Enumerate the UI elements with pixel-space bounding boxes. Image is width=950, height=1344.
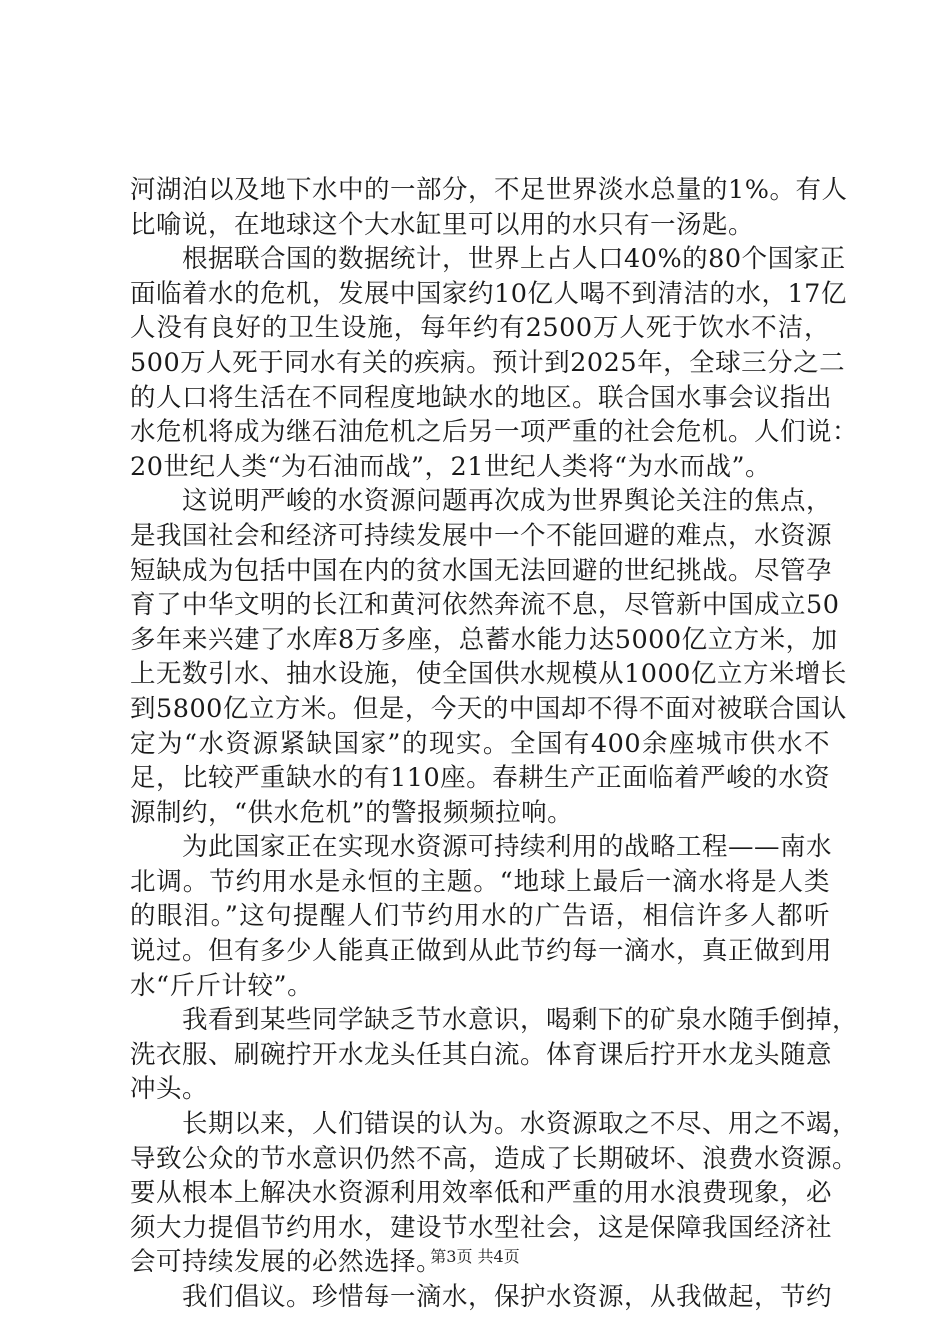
text-line: 短缺成为包括中国在内的贫水国无法回避的世纪挑战。尽管孕 xyxy=(130,555,833,586)
text-line: 洗衣服、刷碗拧开水龙头任其白流。体育课后拧开水龙头随意 xyxy=(130,1039,833,1070)
text-line: 定为“水资源紧缺国家”的现实。全国有400余座城市供水不 xyxy=(130,728,830,759)
text-line: 育了中华文明的长江和黄河依然奔流不息，尽管新中国成立50 xyxy=(130,590,840,621)
text-line: 足，比较严重缺水的有110座。春耕生产正面临着严峻的水资 xyxy=(130,763,831,794)
text-line: 会可持续发展的必然选择。 xyxy=(130,1247,443,1278)
text-line: 500万人死于同水有关的疾病。预计到2025年，全球三分之二 xyxy=(130,347,846,378)
text-line: 河湖泊以及地下水中的一部分，不足世界淡水总量的1%。有人 xyxy=(130,175,848,205)
page-number-footer: 第3页 共4页 xyxy=(430,1247,520,1266)
text-line: 冲头。 xyxy=(130,1074,209,1105)
text-line: 的人口将生活在不同程度地缺水的地区。联合国水事会议指出 xyxy=(130,382,833,413)
text-line: 多年来兴建了水库8万多座，总蓄水能力达5000亿立方米，加 xyxy=(130,624,838,655)
text-line: 到5800亿立方米。但是，今天的中国却不得不面对被联合国认 xyxy=(130,693,847,724)
text-line: 为此国家正在实现水资源可持续利用的战略工程——南水 xyxy=(130,832,833,863)
text-line: 北调。节约用水是永恒的主题。“地球上最后一滴水将是人类 xyxy=(130,866,830,897)
text-line: 人没有良好的卫生设施，每年约有2500万人死于饮水不洁， xyxy=(130,313,830,344)
text-line: 这说明严峻的水资源问题再次成为世界舆论关注的焦点， xyxy=(130,486,833,517)
text-line: 的眼泪。”这句提醒人们节约用水的广告语，相信许多人都听 xyxy=(130,901,830,932)
text-line: 水危机将成为继石油危机之后另一项严重的社会危机。人们说： xyxy=(130,417,859,448)
text-line: 源制约，“供水危机”的警报频频拉响。 xyxy=(130,797,574,828)
text-line: 我们倡议。珍惜每一滴水，保护水资源，从我做起，节约 xyxy=(130,1282,833,1312)
text-line: 要从根本上解决水资源利用效率低和严重的用水浪费现象，必 xyxy=(130,1178,833,1209)
text-line: 长期以来，人们错误的认为。水资源取之不尽、用之不竭， xyxy=(130,1109,859,1140)
text-line: 根据联合国的数据统计，世界上占人口40%的80个国家正 xyxy=(130,244,846,275)
text-line: 上无数引水、抽水设施，使全国供水规模从1000亿立方米增长 xyxy=(130,659,847,690)
text-line: 我看到某些同学缺乏节水意识，喝剩下的矿泉水随手倒掉， xyxy=(130,1005,859,1036)
text-line: 比喻说，在地球这个大水缸里可以用的水只有一汤匙。 xyxy=(130,209,755,240)
text-line: 20世纪人类“为石油而战”，21世纪人类将“为水而战”。 xyxy=(130,451,772,482)
text-line: 说过。但有多少人能真正做到从此节约每一滴水，真正做到用 xyxy=(130,936,833,967)
body-text xyxy=(130,173,859,1315)
text-line: 导致公众的节水意识仍然不高，造成了长期破坏、浪费水资源。 xyxy=(130,1143,859,1174)
text-line: 面临着水的危机，发展中国家约10亿人喝不到清洁的水，17亿 xyxy=(130,278,847,309)
text-line: 水“斤斤计较”。 xyxy=(130,970,314,1001)
text-line: 是我国社会和经济可持续发展中一个不能回避的难点，水资源 xyxy=(130,520,833,551)
text-line: 须大力提倡节约用水，建设节水型社会，这是保障我国经济社 xyxy=(130,1212,833,1243)
